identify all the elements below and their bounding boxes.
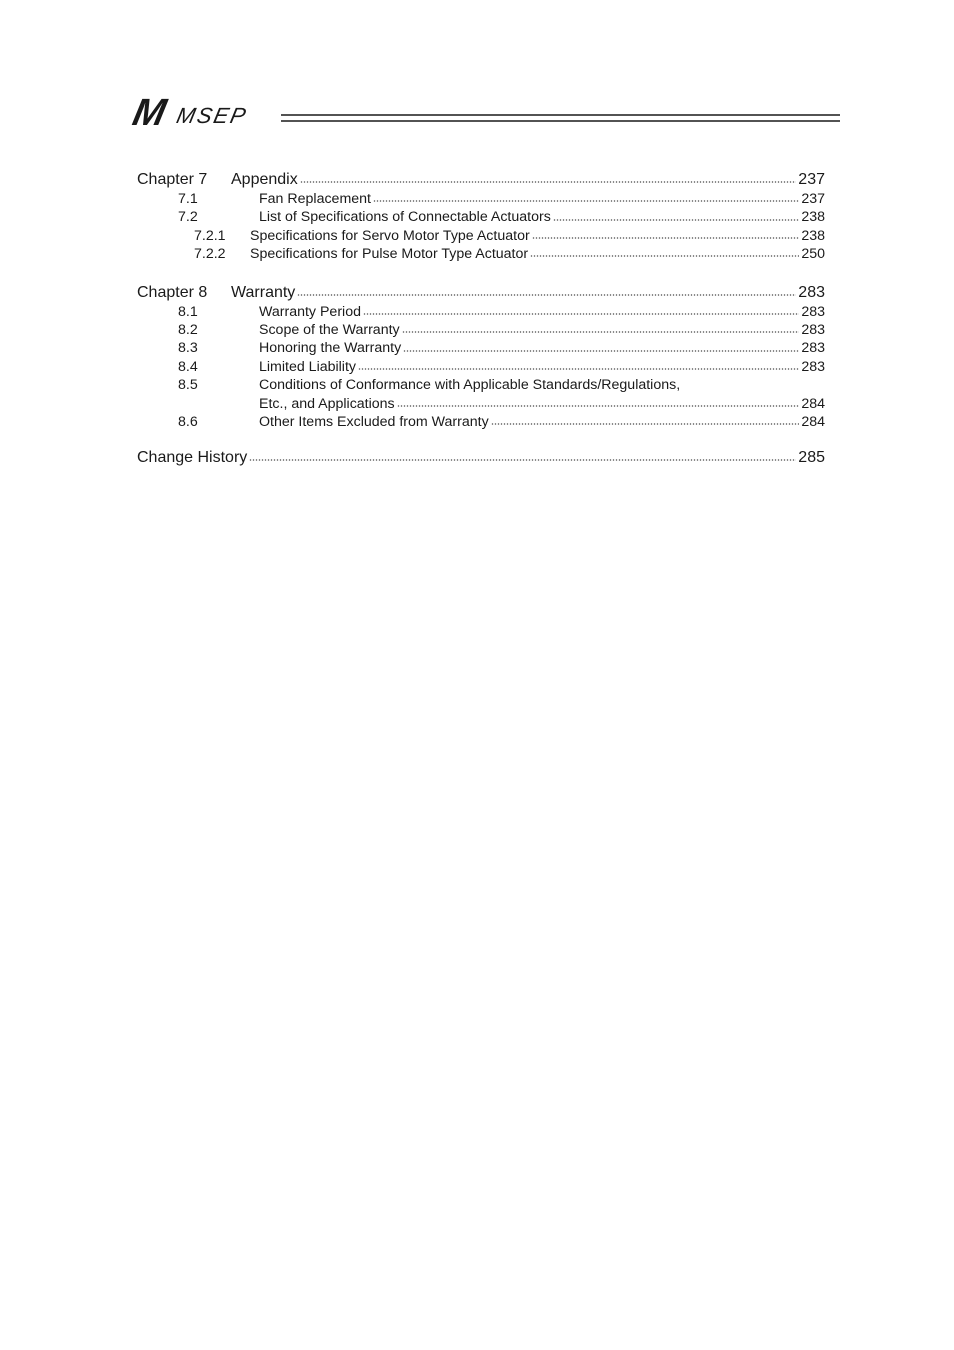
dot-leader: [397, 405, 800, 407]
dot-leader: [363, 313, 799, 315]
page-header: [129, 91, 840, 134]
page-number: 284: [801, 395, 825, 412]
dot-leader: [402, 331, 800, 333]
dot-leader: [491, 423, 800, 425]
toc-section-8-1[interactable]: [137, 303, 825, 321]
section-title: Limited Liability: [259, 358, 356, 375]
chapter-title: Change History: [137, 449, 248, 467]
toc-section-8-4[interactable]: [137, 358, 825, 376]
toc-section-8-6[interactable]: [137, 413, 825, 431]
section-title: Fan Replacement: [259, 191, 371, 207]
chapter-title: Appendix: [231, 171, 298, 188]
dot-leader: [530, 255, 799, 257]
msep-logo: [129, 91, 840, 134]
page-number: 250: [801, 246, 825, 263]
page-number: 237: [801, 191, 825, 207]
section-number: 8.5: [178, 377, 198, 394]
dot-leader: [532, 237, 800, 239]
toc-section-7-1[interactable]: [137, 190, 825, 208]
section-number: 8.3: [178, 340, 198, 357]
spacer: [137, 431, 825, 448]
page-number: 284: [801, 413, 825, 430]
dot-leader: [553, 219, 800, 221]
dot-leader: [249, 459, 796, 461]
section-title-line1: Conditions of Conformance with Applicable Standards/Regulations,: [259, 377, 681, 394]
section-number: 7.2.2: [194, 246, 226, 263]
table-of-contents: [137, 170, 825, 468]
logo-text: MSEP: [174, 103, 250, 128]
chapter-number: Chapter 8: [137, 283, 208, 301]
toc-section-8-5-continued[interactable]: [137, 395, 825, 413]
section-title: Specifications for Servo Motor Type Actuator: [250, 227, 530, 244]
section-title: List of Specifications of Connectable Actuators: [259, 209, 551, 226]
section-number: 7.2: [178, 209, 198, 226]
section-title: Other Items Excluded from Warranty: [259, 413, 489, 430]
section-title-line2: Etc., and Applications: [259, 395, 395, 412]
toc-section-7-2[interactable]: [137, 208, 825, 226]
dot-leader: [403, 350, 799, 352]
dot-leader: [300, 181, 797, 183]
section-number: 8.4: [178, 358, 198, 375]
page-number: 237: [798, 171, 825, 188]
page-number: 238: [801, 227, 825, 244]
svg-text:M: M: [129, 91, 170, 134]
dot-leader: [358, 368, 799, 370]
toc-section-7-2-2[interactable]: [137, 245, 825, 263]
toc-section-7-2-1[interactable]: [137, 227, 825, 245]
section-title: Scope of the Warranty: [259, 321, 400, 338]
page-number: 238: [801, 209, 825, 226]
toc-chapter-8[interactable]: [137, 283, 825, 303]
page-number: 283: [801, 303, 825, 320]
section-number: 8.1: [178, 303, 198, 320]
page-number: 285: [798, 449, 825, 467]
page-number: 283: [801, 321, 825, 338]
dot-leader: [297, 294, 796, 296]
toc-section-8-2[interactable]: [137, 321, 825, 339]
toc-section-8-3[interactable]: [137, 339, 825, 357]
spacer: [137, 264, 825, 283]
toc-change-history[interactable]: [137, 448, 825, 468]
page-number: 283: [798, 283, 825, 301]
section-title: Warranty Period: [259, 303, 361, 320]
page-number: 283: [801, 358, 825, 375]
page-number: 283: [801, 340, 825, 357]
section-number: 8.6: [178, 413, 198, 430]
section-number: 8.2: [178, 321, 198, 338]
chapter-title: Warranty: [231, 283, 296, 301]
section-title: Specifications for Pulse Motor Type Actuator: [250, 246, 529, 263]
dot-leader: [373, 200, 799, 202]
chapter-number: Chapter 7: [137, 171, 208, 188]
toc-section-8-5[interactable]: [137, 376, 825, 394]
section-number: 7.2.1: [194, 227, 226, 244]
section-number: 7.1: [178, 191, 198, 207]
section-title: Honoring the Warranty: [259, 340, 402, 357]
toc-chapter-7[interactable]: [137, 170, 825, 190]
